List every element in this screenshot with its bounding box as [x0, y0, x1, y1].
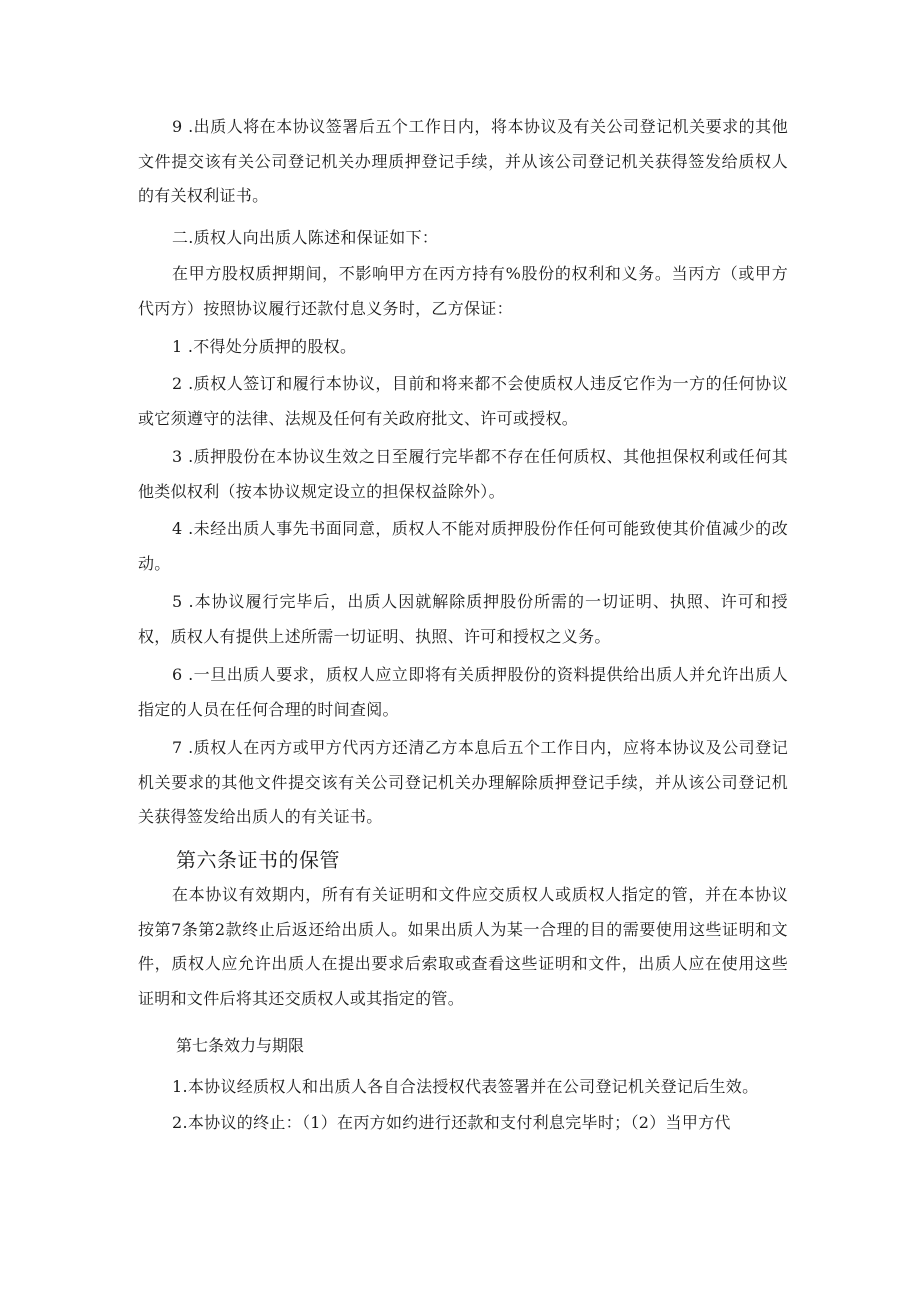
section-6-body: 在本协议有效期内，所有有关证明和文件应交质权人或质权人指定的管，并在本协议按第7条第2款终止后返还给出质人。如果出质人为某一合理的目的需要使用这些证明和文件，质权人应允许出质人在提出要求后索取或查看这些证明和文件，出质人应在使用这些证明和文件后将其还交质权人或其指定的管。 — [138, 885, 788, 1008]
warranty-7: 7 .质权人在丙方或甲方代丙方还清乙方本息后五个工作日内，应将本协议及公司登记机关要求的其他文件提交该有关公司登记机关办理解除质押登记手续，并从该公司登记机关获得签发给出质人的有关证书。 — [138, 738, 788, 826]
warranty-2: 2 .质权人签订和履行本协议，目前和将来都不会使质权人违反它作为一方的任何协议或它须遵守的法律、法规及任何有关政府批文、许可或授权。 — [138, 374, 788, 428]
warranty-3: 3 .质押股份在本协议生效之日至履行完毕都不存在任何质权、其他担保权利或任何其他类似权利（按本协议规定设立的担保权益除外）。 — [138, 447, 788, 501]
clause-9: 9 .出质人将在本协议签署后五个工作日内，将本协议及有关公司登记机关要求的其他文件提交该有关公司登记机关办理质押登记手续，并从该公司登记机关获得签发给质权人的有关权利证书。 — [138, 117, 788, 205]
section-7-item-2: 2.本协议的终止：（1）在丙方如约进行还款和支付利息完毕时；（2）当甲方代 — [172, 1113, 731, 1132]
warranty-5: 5 .本协议履行完毕后，出质人因就解除质押股份所需的一切证明、执照、许可和授权，质权人有提供上述所需一切证明、执照、许可和授权之义务。 — [138, 592, 788, 646]
clause-two-heading: 二.质权人向出质人陈述和保证如下： — [172, 228, 439, 247]
warranty-4: 4 .未经出质人事先书面同意，质权人不能对质押股份作任何可能致使其价值减少的改动。 — [138, 519, 788, 573]
section-7-item-1: 1.本协议经质权人和出质人各自合法授权代表签署并在公司登记机关登记后生效。 — [172, 1077, 759, 1096]
section-7-title: 第七条效力与期限 — [176, 1036, 305, 1055]
warranty-6: 6 .一旦出质人要求，质权人应立即将有关质押股份的资料提供给出质人并允许出质人指定的人员在任何合理的时间查阅。 — [138, 665, 788, 719]
warranty-1: 1 .不得处分质押的股权。 — [172, 337, 357, 356]
section-6-title: 第六条证书的保管 — [176, 848, 340, 872]
clause-two-intro: 在甲方股权质押期间，不影响甲方在丙方持有%股份的权利和义务。当丙方（或甲方代丙方）按照协议履行还款付息义务时，乙方保证： — [138, 264, 788, 318]
